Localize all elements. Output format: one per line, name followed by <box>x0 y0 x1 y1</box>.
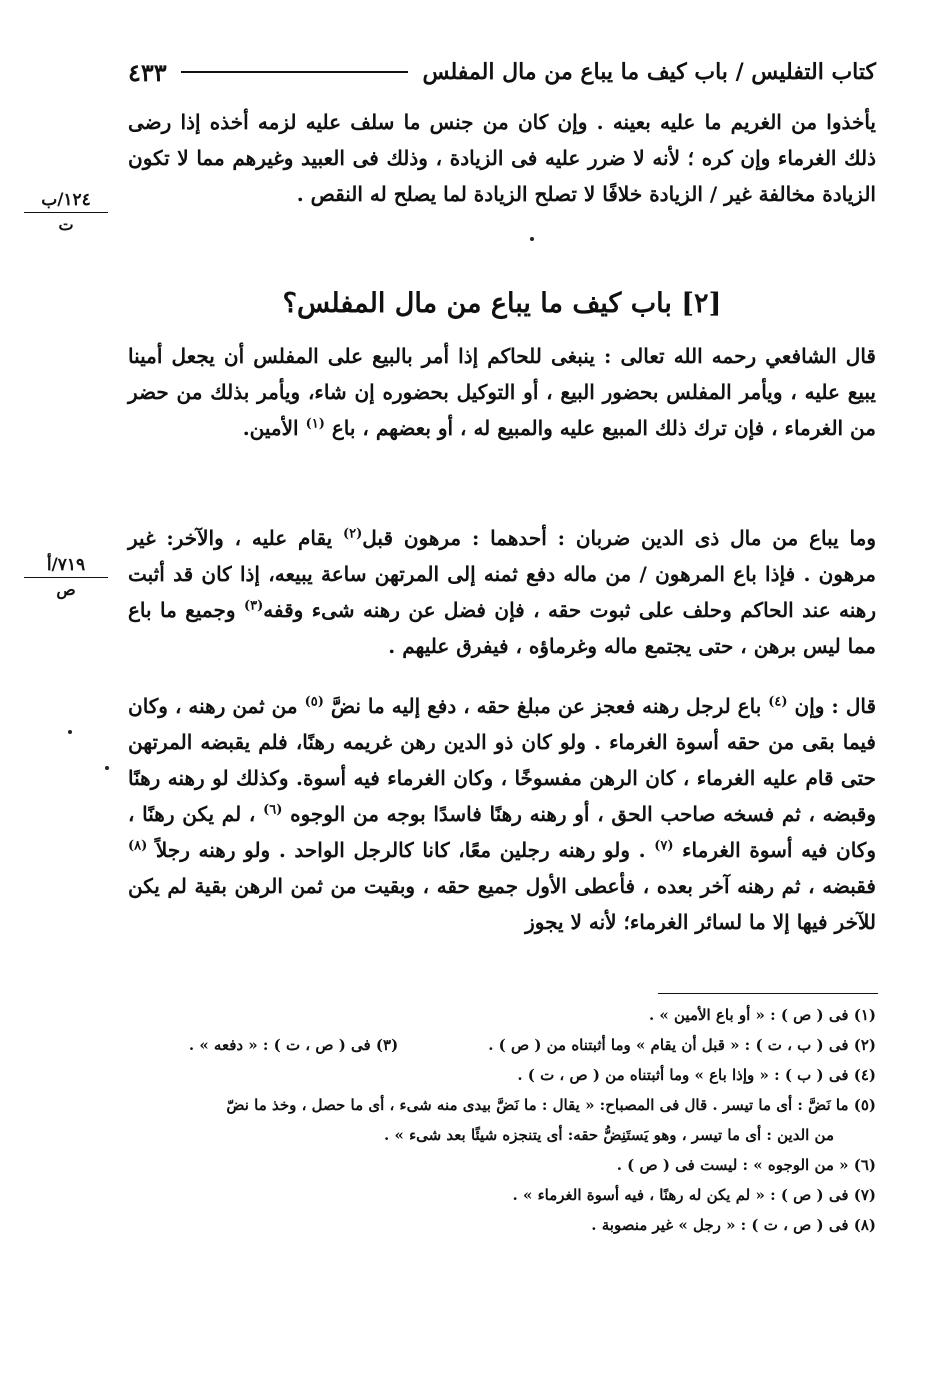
footnote-ref: (٥) <box>304 694 324 710</box>
paragraph-text: رحمه الله تعالى : ينبغى للحاكم إذا أمر بالبيع على المفلس أن يجعل أمينا يبيع عليه ، ويأمر المفلس بحضور البيع ، أو التوكيل بحضوره إن شاء، ويأمر بذلك من حضر من الغرماء ، فإن ترك ذلك المبيع عليه والمبيع له ، أو بعضهم ، باع <box>128 344 876 440</box>
footnote-5: (٥) ما نَضَّ : أى ما تيسر . قال فى المصباح: « يقال : ما نَضَّ بيدى منه شىء ، أى ما حصل ، وخذ ما نضّ <box>226 1096 876 1114</box>
running-header <box>128 52 876 92</box>
footnote-6: (٦) « من الوجوه » : ليست فى ( ص ) . <box>616 1156 876 1174</box>
paragraph-text: باع لرجل رهنه فعجز عن مبلغ حقه ، دفع إليه ما نضَّ <box>323 694 769 718</box>
footnote-2: (٢) فى ( ب ، ت ) : « قبل أن يقام » وما أثبتناه من ( ص ) . <box>488 1036 876 1054</box>
footnote-ref: (٢) <box>342 526 363 542</box>
page-number: ٤٣٣ <box>128 57 167 87</box>
footnote-ref: (٨) <box>128 838 148 854</box>
footnote-3: (٣) فى ( ص ، ت ) : « دفعه » . <box>188 1036 399 1054</box>
paragraph-text: : وإن <box>787 694 846 718</box>
paragraph-text: وما يباع من مال ذى الدين ضربان : أحدهما : مرهون قبل <box>362 526 876 550</box>
footnote-1: (١) فى ( ص ) : « أو باع الأمين » . <box>648 1006 876 1024</box>
margin-folio-note <box>24 555 108 599</box>
footnote-ref: (٤) <box>768 694 788 710</box>
footnote-7: (٧) فى ( ص ) : « لم يكن له رهنًا ، فيه أسوة الغرماء » . <box>512 1186 876 1204</box>
intro-paragraph: يأخذوا من الغريم ما عليه بعينه . وإن كان من جنس ما سلف عليه لزمه أخذه إذا رضى ذلك الغرماء وإن كره ؛ لأنه لا ضرر عليه فى الزيادة ، وذلك فى العبيد وغيرهم مما لا تكون الزيادة مخالفة غير / الزيادة خلافًا لا تصلح الزيادة لما يصلح له النقص . <box>128 110 876 206</box>
margin-folio-note <box>24 190 108 234</box>
footnote-row <box>128 1030 876 1060</box>
paragraph-text: الأمين. <box>242 416 306 440</box>
scan-speck <box>105 766 109 770</box>
margin-folio: ١٢٤/ب <box>24 190 108 213</box>
paragraph-text: ، لم يكن رهنًا ، وكان فيه أسوة الغرماء <box>128 802 876 862</box>
footnote-4: (٤) فى ( ب ) : « وإذا باع » وما أثبتناه من ( ص ، ت ) . <box>517 1066 876 1084</box>
footnote-5-continued: من الدين : أى ما تيسر ، وهو يَستَنِضُّ حقه: أى يتنجزه شيئًا بعد شىء » . <box>384 1126 834 1144</box>
footnote-ref: (٦) <box>263 802 283 818</box>
paragraph-3 <box>128 688 876 940</box>
paragraph-2 <box>128 520 876 664</box>
paragraph-text: يقام عليه ، والآخر: غير مرهون . فإذا باع المرهون / من ماله دفع ثمنه إلى المرتهن ساعة يبيعه، إذا كان قد أثبت رهنه عند الحاكم وحلف على ثبوت حقه ، فإن فضل عن رهنه شىء وقفه <box>128 526 877 622</box>
footnote-ref: (٣) <box>243 598 264 614</box>
paragraph-text: فقبضه ، ثم رهنه آخر بعده ، فأعطى الأول جميع حقه ، وبقيت من ثمن الرهن بقية لم يكن للآخر فيها إلا ما لسائر الغرماء؛ لأنه لا يجوز <box>128 874 876 934</box>
margin-manuscript-siglum: ص <box>56 580 76 599</box>
paragraph-1 <box>128 338 876 446</box>
footnote-ref: (١) <box>305 416 325 432</box>
footnotes <box>128 1000 876 1240</box>
scan-speck <box>530 237 534 241</box>
header-rule <box>181 71 409 73</box>
margin-folio: ٧١٩/أ <box>24 555 108 578</box>
speaker-lead: قال الشافعي <box>765 344 876 368</box>
speaker-lead: قال <box>845 694 876 718</box>
footnote-rule <box>658 993 878 994</box>
paragraph-text: . ولو رهنه رجلين معًا، كانا كالرجل الواحد . ولو رهنه رجلاً <box>147 838 655 862</box>
paragraph-text: وجميع ما باع مما ليس برهن ، حتى يجتمع ماله وغرماؤه ، فيفرق عليهم . <box>128 598 876 658</box>
footnote-ref: (٧) <box>654 838 674 854</box>
paragraph-text: من ثمن رهنه ، وكان فيما بقى من حقه أسوة الغرماء . ولو كان ذو الدين رهن غريمه رهنًا، فلم يقبضه المرتهن حتى قام عليه الغرماء ، كان الرهن مفسوخًا ، وكان الغرماء فيه أسوة. وكذلك لو رهنه رهنًا وقبضه ، ثم فسخه صاحب الحق ، أو رهنه رهنًا فاسدًا بوجه من الوجوه <box>128 694 876 826</box>
running-title: كتاب التفليس / باب كيف ما يباع من مال المفلس <box>422 59 876 85</box>
margin-manuscript-siglum: ت <box>58 215 74 234</box>
footnote-8: (٨) فى ( ص ، ت ) : « رجل » غير منصوبة . <box>591 1216 876 1234</box>
scan-speck <box>68 730 72 734</box>
chapter-title: [٢] باب كيف ما يباع من مال المفلس؟ <box>282 288 722 319</box>
